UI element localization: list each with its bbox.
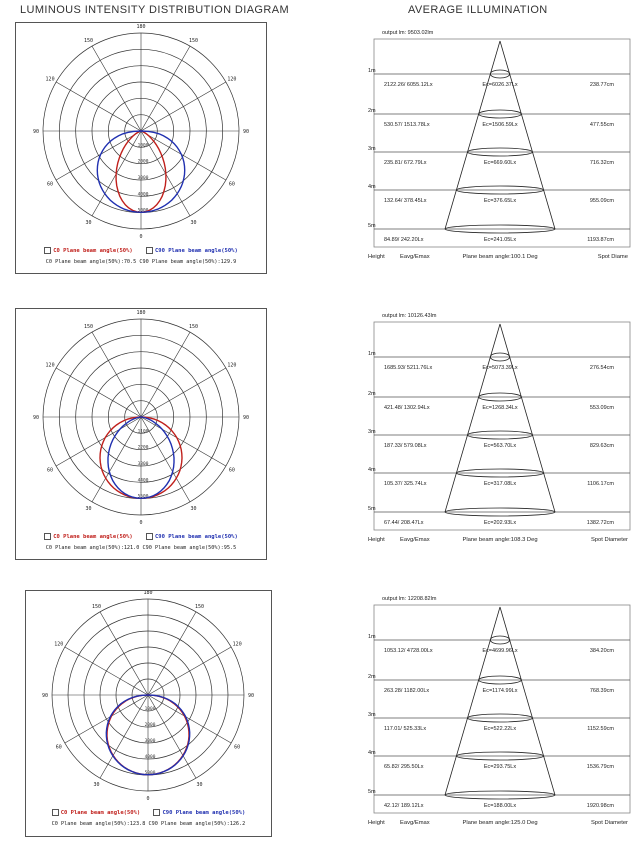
polar-spoke [141, 417, 226, 466]
polar-angle-label: 30 [196, 782, 203, 789]
eavg-emax-value: 2122.26/ 6055.12Lx [384, 82, 433, 88]
polar-angle-label: 0 [139, 234, 143, 240]
eavg-emax-value: 105.37/ 325.74Lx [384, 481, 427, 487]
polar-ring-label: 1000 [137, 143, 149, 149]
height-label: 1m [368, 634, 376, 640]
height-label: 4m [368, 184, 376, 190]
footer-height: Height [368, 820, 385, 826]
eavg-emax-value: 530.57/ 1513.78Lx [384, 122, 430, 128]
height-label: 2m [368, 108, 376, 114]
beam-angle-text: C0 Plane beam angle(50%):123.8 C90 Plane beam angle(50%):126.2 [51, 821, 246, 827]
illumination-diagram [366, 28, 636, 270]
eavg-emax-value: 42.12/ 189.12Lx [384, 803, 424, 809]
output-lumens: output lm: 12208.82lm [382, 596, 437, 602]
polar-spoke [100, 612, 148, 695]
height-label: 2m [368, 391, 376, 397]
polar-angle-label: 90 [32, 129, 40, 135]
height-label: 4m [368, 467, 376, 473]
c0-legend-label: C0 Plane beam angle(50%) [60, 810, 141, 816]
polar-diagram-panel [15, 22, 267, 274]
polar-legend [16, 247, 266, 254]
beam-angle-label: Plane beam angle:100.1 Deg [462, 254, 538, 260]
polar-spoke [141, 131, 226, 180]
c90-checkbox[interactable] [153, 809, 160, 816]
polar-ring-label: 4000 [144, 755, 156, 760]
spot-diameter-value: 1382.72cm [586, 520, 614, 526]
polar-angle-label: 60 [55, 744, 62, 751]
c0-checkbox[interactable] [44, 533, 51, 540]
spot-diameter-value: 1920.98cm [586, 803, 614, 809]
illumination-cone-chart [366, 28, 636, 270]
polar-spoke [56, 368, 141, 417]
polar-spoke [92, 332, 141, 417]
spot-diameter-value: 553.09cm [589, 405, 614, 411]
beam-angle-label: Plane beam angle:125.0 Deg [462, 820, 538, 826]
eavg-emax-value: 263.28/ 1182.00Lx [384, 688, 430, 694]
polar-spoke [141, 82, 226, 131]
polar-angle-label: 150 [91, 603, 102, 610]
spot-diameter-value: 829.63cm [589, 443, 614, 449]
polar-legend [26, 809, 271, 816]
polar-angle-label: 120 [45, 76, 55, 83]
polar-angle-label: 0 [146, 796, 150, 802]
illumination-cone-chart [366, 311, 636, 553]
spot-diameter-value: 384.20cm [589, 648, 614, 654]
polar-angle-label: 180 [136, 310, 146, 316]
eavg-emax-value: 132.64/ 378.45Lx [384, 198, 427, 204]
spot-diameter-value: 1152.59cm [587, 726, 614, 732]
c90-checkbox[interactable] [146, 247, 153, 254]
polar-angle-label: 90 [247, 693, 255, 699]
center-illuminance: Ec=202.93Lx [483, 520, 517, 526]
polar-angle-label: 60 [47, 467, 54, 474]
center-illuminance: Ec=4699.96Lx [482, 648, 518, 654]
polar-angle-label: 150 [188, 324, 199, 331]
polar-angle-label: 180 [136, 24, 146, 30]
polar-angle-label: 150 [83, 324, 94, 331]
polar-angle-label: 150 [83, 38, 94, 45]
spot-diameter-value: 477.55cm [589, 122, 614, 128]
eavg-emax-value: 235.81/ 672.79Lx [384, 160, 427, 166]
polar-angle-label: 60 [47, 181, 54, 188]
polar-chart [26, 591, 271, 836]
polar-chart [16, 309, 266, 559]
polar-angle-label: 180 [143, 591, 153, 596]
polar-ring-label: 2200 [137, 445, 149, 451]
spot-diameter-header: Spot Diame [597, 254, 628, 260]
eavg-emax-value: 67.44/ 208.47Lx [384, 520, 424, 526]
footer-eavg: Eavg/Emax [400, 537, 430, 543]
height-label: 4m [368, 750, 376, 756]
polar-angle-label: 120 [227, 362, 237, 369]
height-label: 1m [368, 68, 376, 74]
spot-diameter-header: Spot Diameter [590, 820, 628, 826]
spot-diameter-value: 1106.17cm [587, 481, 614, 487]
polar-angle-label: 0 [139, 520, 143, 526]
center-illuminance: Ec=1174.99Lx [482, 688, 518, 694]
beam-angle-text: C0 Plane beam angle(50%):121.0 C90 Plane beam angle(50%):95.5 [45, 545, 237, 551]
beam-angle-text: C0 Plane beam angle(50%):70.5 C90 Plane beam angle(50%):129.9 [45, 259, 237, 265]
polar-ring-label: 4000 [137, 192, 149, 198]
polar-ring-label: 3000 [144, 739, 156, 744]
polar-angle-label: 30 [190, 505, 197, 512]
polar-spoke [141, 368, 226, 417]
polar-angle-label: 120 [227, 76, 237, 83]
eavg-emax-value: 421.48/ 1302.94Lx [384, 405, 430, 411]
c0-checkbox[interactable] [44, 247, 51, 254]
height-label: 2m [368, 674, 376, 680]
footer-eavg: Eavg/Emax [400, 254, 430, 260]
polar-chart [16, 23, 266, 273]
polar-ring-label: 3300 [137, 462, 149, 467]
spot-diameter-value: 238.77cm [589, 82, 614, 88]
polar-angle-label: 90 [41, 693, 49, 699]
c90-legend-label: C90 Plane beam angle(50%) [154, 534, 238, 540]
center-illuminance: Ec=669.60Lx [483, 160, 517, 166]
polar-ring-label: 5000 [137, 208, 149, 214]
eavg-emax-value: 187.33/ 579.08Lx [384, 443, 427, 449]
polar-angle-label: 90 [242, 129, 250, 135]
polar-angle-label: 30 [85, 219, 92, 226]
illumination-header: AVERAGE ILLUMINATION [408, 4, 548, 16]
polar-diagram-panel [25, 590, 272, 837]
polar-spoke [92, 46, 141, 131]
center-illuminance: Ec=1506.59Lx [482, 122, 518, 128]
center-illuminance: Ec=188.00Lx [483, 803, 517, 809]
illumination-diagram [366, 311, 636, 553]
polar-angle-label: 60 [228, 467, 235, 474]
polar-angle-label: 60 [228, 181, 235, 188]
center-illuminance: Ec=6026.37Lx [482, 82, 518, 88]
polar-ring-label: 5000 [144, 771, 156, 776]
height-label: 1m [368, 351, 376, 357]
c90-checkbox[interactable] [146, 533, 153, 540]
spot-diameter-value: 768.39cm [589, 688, 614, 694]
polar-spoke [56, 131, 141, 180]
center-illuminance: Ec=376.65Lx [483, 198, 517, 204]
center-illuminance: Ec=317.08Lx [483, 481, 517, 487]
c0-checkbox[interactable] [52, 809, 59, 816]
polar-angle-label: 30 [190, 219, 197, 226]
footer-eavg: Eavg/Emax [400, 820, 430, 826]
center-illuminance: Ec=522.22Lx [483, 726, 517, 732]
center-illuminance: Ec=563.70Lx [483, 443, 517, 449]
polar-spoke [65, 647, 148, 695]
spot-diameter-header: Spot Diameter [590, 537, 628, 543]
polar-angle-label: 150 [194, 603, 205, 610]
center-illuminance: Ec=293.75Lx [483, 764, 517, 770]
eavg-emax-value: 117.01/ 525.33Lx [384, 726, 427, 732]
c0-legend-label: C0 Plane beam angle(50%) [53, 248, 133, 254]
polar-ring-label: 5500 [137, 494, 149, 500]
output-lumens: output lm: 10126.43lm [382, 313, 437, 319]
spot-diameter-value: 955.09cm [589, 198, 614, 204]
eavg-emax-value: 84.89/ 242.20Lx [384, 237, 424, 243]
polar-spoke [56, 82, 141, 131]
c90-legend-label: C90 Plane beam angle(50%) [154, 248, 238, 254]
polar-diagram-panel [15, 308, 267, 560]
polar-spoke [148, 647, 231, 695]
footer-height: Height [368, 254, 385, 260]
polar-ring-label: 3000 [137, 176, 149, 181]
spot-diameter-value: 1536.79cm [586, 764, 614, 770]
polar-spoke [92, 417, 141, 502]
illumination-diagram [366, 594, 636, 836]
polar-ring-label: 1000 [144, 707, 156, 712]
polar-angle-label: 60 [234, 744, 241, 751]
c0-legend-label: C0 Plane beam angle(50%) [53, 534, 133, 540]
eavg-emax-value: 65.82/ 295.50Lx [384, 764, 424, 770]
height-label: 5m [368, 789, 376, 795]
polar-spoke [141, 332, 190, 417]
polar-ring-label: 1100 [137, 429, 149, 435]
eavg-emax-value: 1685.93/ 5211.76Lx [384, 365, 433, 371]
polar-header: LUMINOUS INTENSITY DISTRIBUTION DIAGRAM [20, 4, 290, 16]
polar-spoke [141, 46, 190, 131]
polar-spoke [148, 612, 196, 695]
beam-angle-label: Plane beam angle:108.3 Deg [462, 537, 538, 543]
spot-diameter-value: 276.54cm [589, 365, 614, 371]
c90-legend-label: C90 Plane beam angle(50%) [162, 810, 246, 816]
spot-diameter-value: 716.32cm [589, 160, 614, 166]
height-label: 5m [368, 223, 376, 229]
height-label: 5m [368, 506, 376, 512]
polar-angle-label: 30 [85, 505, 92, 512]
polar-legend [16, 533, 266, 540]
polar-ring-label: 4400 [137, 478, 149, 484]
polar-angle-label: 120 [54, 641, 64, 648]
spot-diameter-value: 1193.87cm [587, 237, 614, 243]
polar-ring-label: 2000 [144, 723, 156, 728]
polar-angle-label: 120 [232, 641, 242, 648]
center-illuminance: Ec=1268.34Lx [482, 405, 518, 411]
center-illuminance: Ec=241.05Lx [483, 237, 517, 243]
height-label: 3m [368, 429, 376, 435]
polar-angle-label: 90 [32, 415, 40, 421]
polar-angle-label: 30 [93, 782, 100, 789]
height-label: 3m [368, 146, 376, 152]
eavg-emax-value: 1053.12/ 4728.00Lx [384, 648, 433, 654]
output-lumens: output lm: 9503.02lm [382, 30, 434, 36]
polar-angle-label: 150 [188, 38, 199, 45]
polar-angle-label: 120 [45, 362, 55, 369]
polar-angle-label: 90 [242, 415, 250, 421]
polar-spoke [56, 417, 141, 466]
footer-height: Height [368, 537, 385, 543]
center-illuminance: Ec=5073.39Lx [482, 365, 518, 371]
polar-ring-label: 2000 [137, 159, 149, 165]
illumination-cone-chart [366, 594, 636, 836]
height-label: 3m [368, 712, 376, 718]
